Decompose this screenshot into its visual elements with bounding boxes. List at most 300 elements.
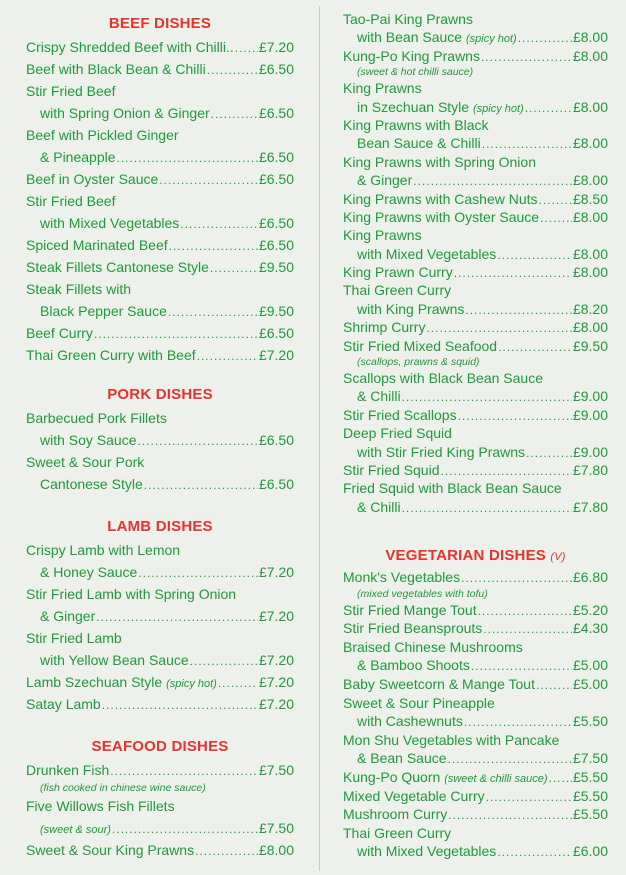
menu-item [343,768,608,787]
menu-item-line [343,369,608,387]
menu-item-name: Crispy Shredded Beef with Chilli.. [26,39,234,55]
menu-item-line [26,407,294,429]
menu-item-line-priced [343,601,608,620]
dot-leader [539,191,572,208]
dot-leader [458,407,572,424]
menu-item-name: Five Willows Fish Fillets [26,798,175,814]
menu-item [343,10,608,47]
dot-leader [138,430,258,451]
menu-item-name: Cantonese Style [40,476,143,492]
dot-leader [454,264,572,281]
menu-item-price: £5.50 [572,806,608,823]
menu-item-line [343,226,608,244]
menu-item-name: King Prawns [343,227,422,244]
menu-item-line-priced [343,443,608,461]
menu-item-price: £8.00 [572,29,608,46]
menu-item [343,116,608,153]
menu-item [343,824,608,861]
menu-item [26,671,294,693]
column-divider [319,6,320,871]
menu-item-name: Stir Fried Mixed Seafood [343,337,498,354]
menu-item [343,461,608,479]
menu-item-line-priced [343,28,608,46]
menu-item [343,675,608,694]
dot-leader [211,103,258,124]
menu-item-line-priced [343,675,608,694]
menu-item-price: £8.00 [572,172,608,189]
dot-leader [210,257,258,278]
menu-item [343,424,608,461]
menu-item [26,256,294,278]
menu-item-price: £7.20 [258,564,294,580]
dot-leader [117,147,258,168]
menu-item-name: & Chilli [357,388,401,405]
menu-item-price: £9.50 [258,303,294,319]
menu-item [343,47,608,79]
menu-item-name: Crispy Lamb with Lemon [26,542,181,558]
menu-item-name: with King Prawns [357,300,465,317]
section-heading [26,12,294,36]
dot-leader [549,769,572,787]
menu-item [343,263,608,281]
menu-item-price: £5.00 [572,657,608,674]
menu-item-line-priced [26,300,294,322]
menu-item-line-priced [343,300,608,318]
dot-leader [440,462,571,479]
menu-item [26,583,294,627]
menu-item [26,539,294,583]
menu-item-line-priced [26,256,294,278]
menu-item-name: Kung-Po King Prawns [343,47,480,64]
menu-item-line [26,583,294,605]
menu-item [343,190,608,208]
menu-item-line-priced [26,102,294,124]
menu-item-name: Sweet & Sour King Prawns [26,842,195,858]
menu-item-price: £7.20 [258,696,294,712]
menu-item [343,694,608,731]
menu-item [26,36,294,58]
menu-item-name: Satay Lamb [26,696,101,712]
menu-item-note: (sweet & chilli sauce) [444,772,548,785]
menu-item [26,278,294,322]
menu-item-line-priced [26,429,294,451]
menu-item-price: £9.50 [572,337,608,354]
section-heading [343,544,608,568]
menu-item-line-priced [343,805,608,824]
menu-item-name: Beef with Black Bean & Chilli [26,61,206,77]
menu-item-line-priced [26,58,294,80]
dot-leader [402,499,572,516]
menu-item-name: & Ginger [40,608,96,624]
menu-item-price: £8.50 [572,190,608,207]
menu-item-name: Deep Fried Squid [343,425,452,442]
menu-item-price: £7.80 [572,461,608,478]
menu-item-name: Tao-Pai King Prawns [343,11,473,27]
dot-leader [525,99,572,116]
menu-item-price: £5.20 [572,601,608,618]
menu-item-name: with Mixed Vegetables [40,215,180,231]
menu-item-name: Steak Fillets with [26,281,132,297]
menu-section [26,735,294,861]
menu-item-line-priced [26,473,294,495]
menu-item-line-priced [343,842,608,861]
menu-item [343,619,608,638]
menu-item-price: £5.50 [572,713,608,730]
dot-leader [461,569,572,587]
dot-leader [540,209,572,226]
section-heading-text: BEEF DISHES [108,15,212,32]
menu-item [343,406,608,424]
menu-item-name: Stir Fried Mange Tout [343,601,477,618]
dot-leader [102,694,258,715]
menu-item-line-priced [343,98,608,116]
menu-item-name: with Mixed Vegetables [357,843,497,860]
menu-section [343,10,608,516]
menu-item-name: Sweet & Sour Pineapple [343,694,495,711]
dot-leader [471,657,572,675]
menu-item-name: with Yellow Bean Sauce [40,652,189,668]
menu-item [343,318,608,336]
menu-item-line [26,627,294,649]
menu-item-line-priced [26,817,294,839]
menu-item [343,226,608,263]
menu-item-line-priced [343,171,608,189]
menu-item [343,281,608,318]
menu-item-name: King Prawns [343,80,422,97]
menu-item-line [343,731,608,750]
dot-leader [159,169,258,190]
menu-item-price: £8.00 [572,135,608,152]
menu-item-price: £6.00 [572,843,608,860]
menu-item-price: £9.50 [258,259,294,275]
dot-leader [169,235,258,256]
dot-leader [497,843,572,861]
menu-item-line [26,80,294,102]
menu-item-line [343,824,608,843]
menu-item-line-priced [26,839,294,861]
section-heading [26,515,294,539]
menu-item-name: Sweet & Sour Pork [26,454,145,470]
menu-item-price: £8.00 [572,319,608,336]
menu-item-name: Braised Chinese Mushrooms [343,638,523,655]
dot-leader [464,713,572,731]
menu-item-line [343,638,608,657]
menu-item-price: £5.50 [572,787,608,804]
menu-item [26,759,294,795]
dot-leader [426,319,571,336]
menu-item-description: (mixed vegetables with tofu) [357,587,488,600]
menu-item-line-priced [26,605,294,627]
menu-item-name: King Prawns with Oyster Sauce [343,208,540,225]
menu-item-name: Stir Fried Scallops [343,406,457,423]
menu-item-line [26,190,294,212]
menu-item-line-priced [343,749,608,768]
dot-leader [144,474,258,495]
menu-item [26,839,294,861]
dot-leader [478,602,572,620]
dot-leader [481,48,572,65]
menu-item-note: (sweet & sour) [40,824,111,836]
menu-item-name: King Prawns with Spring Onion [343,153,536,170]
menu-item-line-priced [343,656,608,675]
menu-item-name: Baby Sweetcorn & Mange Tout [343,675,535,692]
dot-leader [448,750,572,768]
menu-item-line [343,281,608,299]
menu-item-line [26,539,294,561]
menu-item-name: Mixed Vegetable Curry [343,787,485,804]
menu-item-price: £7.20 [258,652,294,668]
dot-leader [180,213,258,234]
section-heading-text: LAMB DISHES [107,518,213,535]
section-heading [26,383,294,407]
menu-item-price: £8.00 [572,47,608,64]
menu-item-name: Kung-Po Quorn [343,768,441,785]
dot-leader [138,562,258,583]
menu-item-name: Thai Green Curry [343,282,452,299]
menu-item-name: Mon Shu Vegetables with Pancake [343,731,560,748]
menu-item-name: Stir Fried Lamb with Spring Onion [26,586,237,602]
menu-item-line-priced [343,461,608,479]
menu-item-price: £6.50 [258,476,294,492]
menu-item [26,168,294,190]
menu-item-price: £6.50 [258,105,294,121]
menu-item-line [343,116,608,134]
menu-item-line-priced [343,568,608,587]
menu-item-name: Stir Fried Beef [26,83,116,99]
section-heading-text: PORK DISHES [107,386,213,403]
menu-item-line-priced [343,498,608,516]
menu-item-line-priced [343,134,608,152]
menu-item-line-priced [26,212,294,234]
menu-item-line-priced [343,245,608,263]
menu-item-name: with Cashewnuts [357,713,463,730]
menu-item-line-priced [26,759,294,781]
menu-item-line-priced [343,768,608,787]
menu-item-name: Drunken Fish [26,762,110,778]
menu-item [26,451,294,495]
menu-item-name: & Ginger [357,172,413,189]
menu-item [26,795,294,839]
menu-item-name: with Soy Sauce [40,432,137,448]
menu-item-price: £9.00 [572,388,608,405]
menu-item [343,731,608,768]
menu-item-line [343,479,608,497]
menu-item-price: £7.20 [258,347,294,363]
dot-leader [482,135,572,152]
menu-item-price: £6.50 [258,325,294,341]
menu-item-price: £8.00 [258,842,294,858]
menu-item-price: £7.20 [258,608,294,624]
menu-item-name: Stir Fried Beansprouts [343,620,483,637]
menu-section [343,544,608,861]
dot-leader [168,301,258,322]
dot-leader [96,606,258,627]
menu-item-price: £9.00 [572,406,608,423]
dot-leader [207,59,258,80]
menu-item-name: with Bean Sauce [357,29,463,46]
menu-item-name: Stir Fried Beef [26,193,116,209]
menu-item-line-priced [343,47,608,65]
menu-item [26,344,294,366]
menu-item-line-priced [343,619,608,638]
menu-item-line-priced [343,787,608,806]
menu-item-name: Barbecued Pork Fillets [26,410,167,426]
menu-item-name: King Prawns with Black [343,116,489,133]
menu-item-price: £6.50 [258,237,294,253]
dot-leader [526,444,572,461]
menu-item-note: (spicy hot) [472,102,524,115]
menu-item-line [343,10,608,28]
section-heading [26,735,294,759]
menu-item-price: £6.50 [258,171,294,187]
menu-item-name: Fried Squid with Black Bean Sauce [343,480,562,497]
menu-item [343,787,608,806]
menu-item [26,80,294,124]
menu-item-line-priced [26,344,294,366]
menu-item-name: Steak Fillets Cantonese Style [26,259,209,275]
menu-item [343,369,608,406]
menu-item [26,58,294,80]
menu-item-name: with Stir Fried King Prawns [357,443,526,460]
menu-item [343,479,608,516]
menu-item-name: Thai Green Curry [343,824,452,841]
menu-item-note: (spicy hot) [166,678,217,690]
menu-item-name: & Bean Sauce [357,750,447,767]
menu-item-name: Scallops with Black Bean Sauce [343,370,543,387]
menu-item-name: Mushroom Curry [343,806,448,823]
menu-item-line-priced [26,693,294,715]
menu-item-line-priced [343,208,608,226]
menu-item-line-priced [26,168,294,190]
dot-leader [518,29,572,46]
dot-leader [402,388,572,405]
dot-leader [190,650,258,671]
dot-leader [498,338,572,355]
menu-item-name: Lamb Szechuan Style [26,674,163,690]
menu-item [343,79,608,116]
dot-leader [486,788,572,806]
menu-item-line-priced [26,36,294,58]
menu-item-name: & Honey Sauce [40,564,138,580]
dot-leader [465,301,572,318]
menu-item-name: Spiced Marinated Beef [26,237,168,253]
menu-item-name: Beef Curry [26,325,93,341]
menu-item-note: (spicy hot) [465,33,517,46]
menu-section [26,383,294,495]
menu-item-line [343,153,608,171]
menu-item-price: £8.00 [572,208,608,225]
menu-item-line [26,278,294,300]
menu-item-name: with Mixed Vegetables [357,245,497,262]
menu-item-description: (sweet & hot chilli sauce) [357,66,474,79]
menu-item-line-priced [26,234,294,256]
menu-item [26,693,294,715]
menu-item-line [343,424,608,442]
dot-leader [536,676,572,694]
dot-leader [235,37,258,58]
menu-item-name: & Bamboo Shoots [357,657,470,674]
menu-item-price: £7.20 [258,674,294,690]
dot-leader [448,806,572,824]
menu-item-name: Bean Sauce & Chilli [357,135,481,152]
menu-item-price: £8.00 [572,98,608,115]
menu-item-name: Beef with Pickled Ginger [26,127,179,143]
menu-item-line-priced [343,318,608,336]
menu-item-line [26,124,294,146]
dot-leader [218,672,258,693]
menu-item [26,124,294,168]
menu-item [343,601,608,620]
menu-item-price: £9.00 [572,443,608,460]
menu-item-description: (fish cooked in chinese wine sauce) [40,782,206,794]
menu-item-price: £7.50 [258,762,294,778]
menu-item [26,322,294,344]
menu-item-line-priced [26,671,294,693]
menu-item [26,190,294,234]
menu-item-price: £5.00 [572,675,608,692]
dot-leader [195,840,258,861]
dot-leader [497,246,572,263]
menu-item-line [343,79,608,97]
dot-leader [112,818,258,839]
menu-item-price: £7.20 [258,39,294,55]
menu-item-name: Black Pepper Sauce [40,303,167,319]
section-heading-text: VEGETARIAN DISHES [385,547,546,564]
menu-item-name: & Chilli [357,498,401,515]
menu-item-line-priced [26,649,294,671]
menu-item-name: King Prawns with Cashew Nuts [343,190,538,207]
menu-item-line-priced [26,146,294,168]
vegetarian-mark: (V) [550,551,566,563]
menu-item-price: £6.50 [258,61,294,77]
menu-item-price: £6.50 [258,149,294,165]
dot-leader [483,620,572,638]
menu-item-line [26,451,294,473]
menu-item-price: £7.80 [572,498,608,515]
menu-section [26,12,294,366]
menu-item-price: £8.00 [572,264,608,281]
menu-item-line-priced [343,387,608,405]
menu-section [26,515,294,715]
menu-item-name: Monk's Vegetables [343,569,461,585]
dot-leader [110,760,258,781]
menu-item-line-priced [343,263,608,281]
menu-item [343,208,608,226]
menu-item-description: (scallops, prawns & squid) [357,356,480,369]
section-heading-text: SEAFOOD DISHES [91,738,229,755]
menu-item-line-priced [26,322,294,344]
menu-item [343,337,608,369]
menu-item-price: £8.00 [572,245,608,262]
menu-item-line-priced [26,561,294,583]
menu-item-line-priced [343,337,608,355]
menu-item [26,627,294,671]
menu-item-name: Beef in Oyster Sauce [26,171,159,187]
dot-leader [413,172,572,189]
menu-item-price: £7.50 [258,820,294,836]
menu-item-price: £7.50 [572,750,608,767]
menu-item-price: £6.50 [258,432,294,448]
menu-item-line-priced [343,712,608,731]
menu-item [343,805,608,824]
menu-item [343,638,608,675]
menu-item-price: £5.50 [572,768,608,785]
menu-item-name: with Spring Onion & Ginger [40,105,210,121]
menu-item-line-priced [343,406,608,424]
menu-item-name: Stir Fried Squid [343,461,440,478]
menu-item-name: King Prawn Curry [343,264,453,281]
menu-item-name: Shrimp Curry [343,319,426,336]
